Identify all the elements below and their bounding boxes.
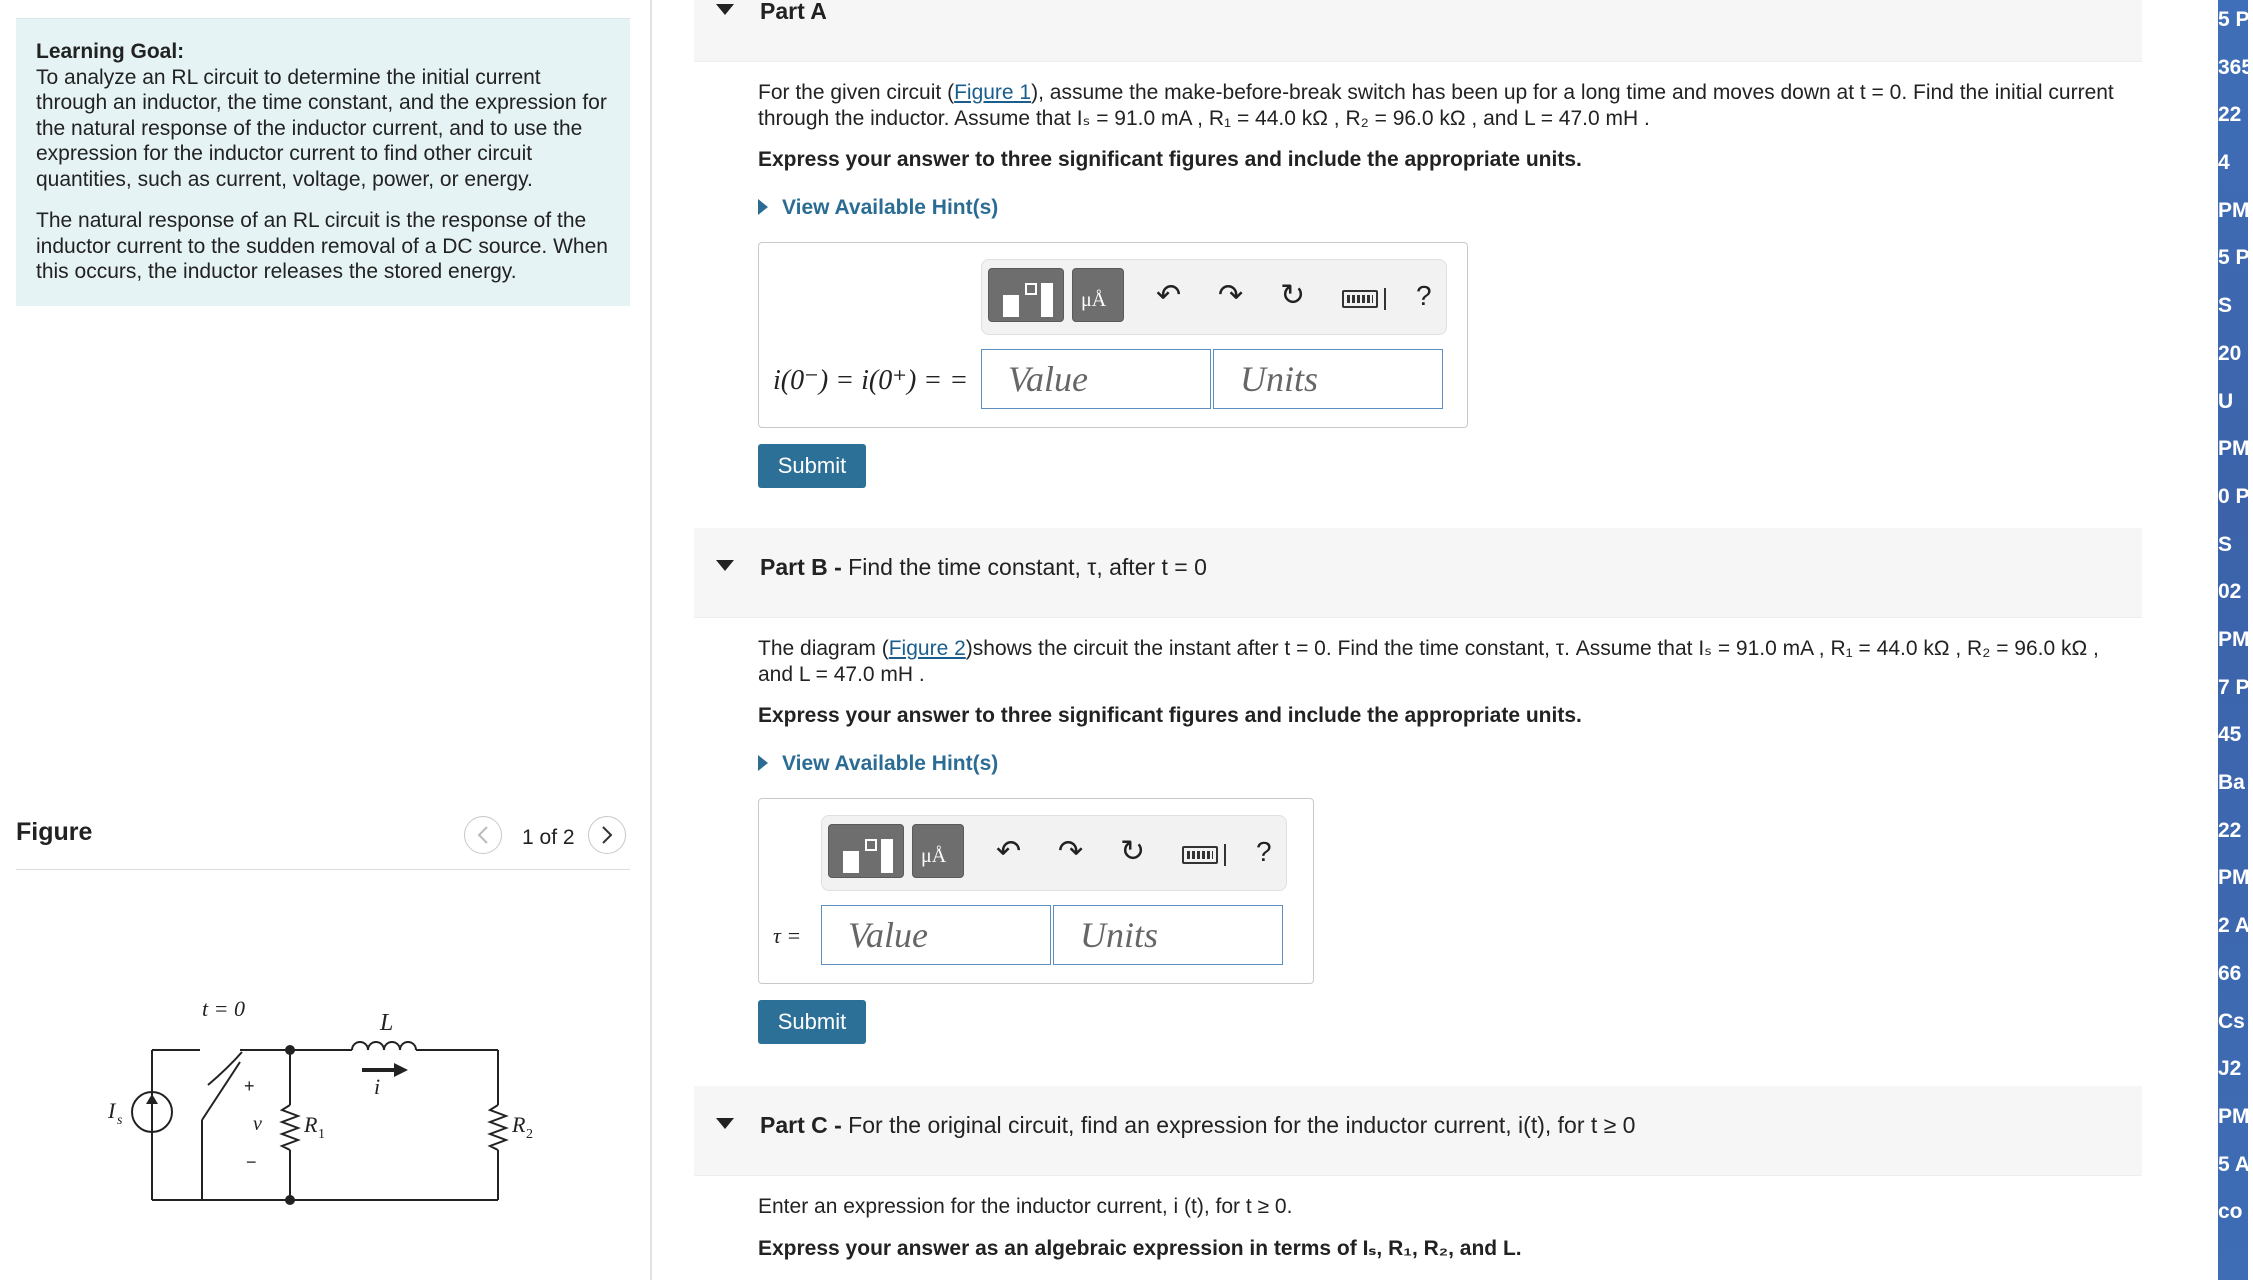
part-a-answer-box	[758, 242, 1468, 428]
part-b-hint-link[interactable]: View Available Hint(s)	[758, 752, 998, 776]
r2-label: R	[512, 1112, 526, 1137]
strip-text: 5 P	[2218, 246, 2250, 270]
part-b-prompt: The diagram (Figure 2)shows the circuit the instant after t = 0. Find the time constant, τ. Assume that Iₛ = 91.0 mA , R₁ = 44.0 kΩ , R₂ = 96.0 kΩ , and L = 47.0 mH .	[758, 637, 2099, 686]
learning-goal-paragraph-2: The natural response of an RL circuit is the response of the inductor current to the sudden removal of a DC source. When this occurs, the inductor releases the stored energy.	[36, 209, 608, 283]
help-button[interactable]: ?	[1416, 280, 1432, 311]
left-panel	[0, 0, 652, 1280]
strip-text: Ba	[2218, 771, 2245, 795]
r2-subscript: 2	[526, 1127, 533, 1142]
strip-text: 5 P	[2218, 8, 2250, 31]
undo-icon[interactable]: ↶	[996, 835, 1022, 868]
strip-text: 66	[2218, 961, 2242, 985]
part-a-units-input[interactable]: Units	[1213, 349, 1443, 409]
part-a-submit-button[interactable]: Submit	[758, 444, 866, 488]
strip-text: PM	[2218, 198, 2250, 222]
part-a-toolbar	[981, 259, 1447, 335]
template-icon[interactable]	[828, 824, 904, 878]
collapse-triangle-icon[interactable]	[716, 1118, 734, 1129]
part-b-submit-button[interactable]: Submit	[758, 1000, 866, 1044]
strip-text: 22	[2218, 818, 2242, 842]
figure-header	[16, 814, 630, 870]
figure-prev-button[interactable]	[464, 816, 502, 854]
strip-text: PM	[2218, 1104, 2250, 1128]
voltage-label: v	[253, 1113, 262, 1135]
part-c-title: Part C - For the original circuit, find an expression for the inductor current, i(t), for t ≥ 0	[760, 1112, 1636, 1138]
part-a-title: Part A	[760, 0, 827, 24]
strip-text: PM	[2218, 866, 2250, 890]
learning-goal-box	[16, 18, 630, 306]
units-button[interactable]: μÅ	[912, 824, 964, 878]
strip-text: PM	[2218, 628, 2250, 651]
voltage-minus: −	[246, 1152, 257, 1172]
chevron-right-icon	[600, 825, 614, 845]
circuit-diagram	[90, 990, 560, 1220]
part-b-header[interactable]	[694, 528, 2142, 618]
inductor-label: L	[380, 1010, 394, 1036]
collapse-triangle-icon[interactable]	[716, 560, 734, 571]
figure-title: Figure	[16, 818, 93, 846]
keyboard-icon[interactable]	[1342, 290, 1378, 308]
main-content	[694, 0, 2142, 1280]
source-label: I	[108, 1098, 116, 1123]
keyboard-icon[interactable]	[1182, 846, 1218, 864]
figure-counter: 1 of 2	[522, 826, 575, 849]
part-a-instruction: Express your answer to three significant figures and include the appropriate units.	[758, 148, 1582, 171]
current-label: i	[374, 1074, 381, 1099]
switch-time-label: t = 0	[202, 996, 245, 1021]
redo-icon[interactable]: ↷	[1218, 279, 1244, 312]
part-b-units-input[interactable]: Units	[1053, 905, 1283, 965]
part-b-instruction: Express your answer to three significant figures and include the appropriate units.	[758, 704, 1582, 727]
part-a-equation-label: i(0⁻) = i(0⁺) = =	[773, 365, 969, 396]
undo-icon[interactable]: ↶	[1156, 279, 1182, 312]
strip-text: 7 P	[2218, 675, 2250, 699]
expand-triangle-icon	[758, 755, 768, 771]
strip-text: 45	[2218, 723, 2242, 747]
strip-text: 365	[2218, 55, 2253, 79]
units-button[interactable]: μÅ	[1072, 268, 1124, 322]
strip-text: Cs	[2218, 1009, 2245, 1033]
strip-text: 0 P	[2218, 484, 2250, 508]
strip-text: U	[2218, 389, 2234, 413]
part-a-prompt: For the given circuit (Figure 1), assume the make-before-break switch has been up for a long time and moves down at t = 0. Find the initial current through the inductor. Assume that Iₛ = 91.0 mA , R₁ = 44.0 kΩ , R₂ = 96.0 kΩ , and L = 47.0 mH .	[758, 81, 2114, 130]
strip-text: 20	[2218, 341, 2242, 365]
background-window-strip	[2212, 0, 2253, 1280]
strip-text: 02	[2218, 580, 2242, 604]
help-button[interactable]: ?	[1256, 836, 1272, 867]
part-b-value-input[interactable]: Value	[821, 905, 1051, 965]
strip-text: S	[2218, 532, 2233, 556]
part-b-equation-label: τ =	[773, 923, 802, 948]
strip-text: J2	[2218, 1057, 2242, 1081]
chevron-left-icon	[476, 825, 490, 845]
strip-text: 4	[2218, 151, 2230, 175]
part-b-answer-box	[758, 798, 1314, 984]
part-a-value-input[interactable]: Value	[981, 349, 1211, 409]
strip-text: 22	[2218, 103, 2242, 127]
voltage-plus: +	[244, 1076, 255, 1096]
strip-text: PM	[2218, 437, 2250, 461]
learning-goal-paragraph-1: To analyze an RL circuit to determine the initial current through an inductor, the time constant, and the expression for the natural response of the inductor current, and to use the expression for the inductor current to find other circuit quantities, such as current, voltage, power, or energy.	[36, 65, 607, 191]
part-c-instruction: Express your answer as an algebraic expression in terms of Iₛ, R₁, R₂, and L.	[758, 1237, 1522, 1260]
strip-text: co	[2218, 1200, 2243, 1224]
part-b-title: Part B - Find the time constant, τ, after t = 0	[760, 554, 1207, 580]
source-subscript: s	[117, 1113, 123, 1128]
part-b-toolbar	[821, 815, 1287, 891]
template-icon[interactable]	[988, 268, 1064, 322]
collapse-triangle-icon[interactable]	[716, 4, 734, 15]
reset-icon[interactable]: ↻	[1280, 279, 1306, 312]
figure-1-link[interactable]: Figure 1	[954, 81, 1032, 104]
r1-subscript: 1	[318, 1127, 325, 1142]
learning-goal-title: Learning Goal:	[36, 40, 185, 63]
part-c-prompt: Enter an expression for the inductor current, i (t), for t ≥ 0.	[758, 1195, 1293, 1218]
r1-label: R	[304, 1112, 318, 1137]
strip-text: 5 A	[2218, 1152, 2250, 1176]
reset-icon[interactable]: ↻	[1120, 835, 1146, 868]
part-c-header[interactable]	[694, 1086, 2142, 1176]
expand-triangle-icon	[758, 199, 768, 215]
strip-text: 2 A	[2218, 914, 2250, 938]
redo-icon[interactable]: ↷	[1058, 835, 1084, 868]
part-a-header[interactable]	[694, 0, 2142, 62]
part-a-hint-link[interactable]: View Available Hint(s)	[758, 196, 998, 220]
strip-text: S	[2218, 294, 2233, 318]
figure-2-link[interactable]: Figure 2	[888, 637, 966, 660]
figure-next-button[interactable]	[588, 816, 626, 854]
